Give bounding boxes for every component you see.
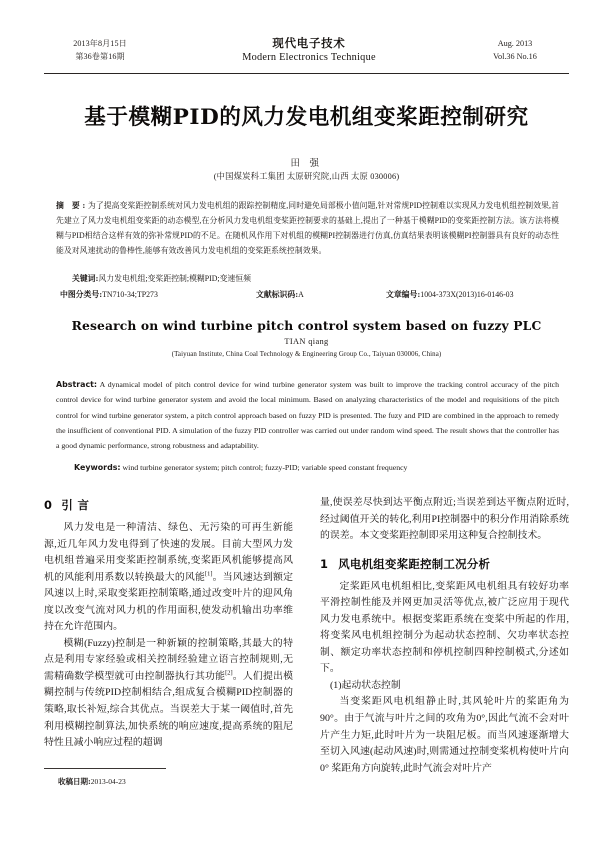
body-column-right [320, 495, 569, 777]
keywords-en-text: wind turbine generator system; pitch control; fuzzy-PID; variable speed constant frequency [120, 463, 408, 472]
abstract-en-text: A dynamical model of pitch control device for wind turbine generator system was built to improve the tracking control accuracy of the pitch control device for wind turbine generator system and avoid the local minimum. Based on analyzing characteristics of the model and requisitions of the pitch control for wind turbine generator system, a pitch control approach based on fuzzy PID is presented. The fuzy and PID are combined in the approach to remedy the insufficient of conventional PID. A simulation of the fuzzy PID controller was carried out under random wind speed. The result shows that the controller has a good dynamic performance, strong robustness and adaptability. [56, 380, 559, 451]
abstract-cn-label: 摘 要: [56, 201, 88, 210]
volume-issue-en: Vol.36 No.16 [493, 51, 537, 61]
abstract-cn [56, 198, 559, 258]
citation-ref: [2] [225, 669, 233, 677]
page-title: 基于模糊PID的风力发电机组变桨距控制研究 [84, 105, 529, 130]
page-title-en: Research on wind turbine pitch control system based on fuzzy PLC [71, 318, 542, 333]
affiliation-en: (Taiyuan Institute, China Coal Technology & Engineering Group Co., Taiyuan 030006, China) [171, 351, 442, 358]
running-head-right [461, 38, 569, 63]
running-head-left [44, 38, 156, 63]
section-title-0: 引 言 [61, 498, 90, 512]
paragraph-text-cont: 。人们提出模糊控制与传统PID控制相结合,组成复合模糊PID控制器的策略,取长补短,综合其优点。当误差大于某一阈值时,首先利用模糊控制算法,加快系统的响应速度,提高系统的阻尼特性且减小响应过程的超调 [44, 670, 293, 749]
article-number [386, 288, 514, 302]
issue-date: 2013年8月15日 [73, 39, 127, 48]
paragraph: 量,使误差尽快到达平衡点附近;当误差到达平衡点附近时,经过阈值开关的转化,利用PI控制器中的积分作用消除系统的误差。本文变桨距控制即采用这种复合控制技术。 [320, 497, 569, 542]
page-content-area [44, 0, 569, 854]
section-number-0: 0 [44, 498, 53, 512]
journal-name-en: Modern Electronics Technique [242, 52, 376, 63]
keywords-en [56, 461, 559, 475]
footnote [58, 776, 126, 788]
paragraph [44, 636, 293, 752]
issue-date-en: Aug. 2013 [497, 39, 533, 48]
received-date-value: 2013-04-23 [90, 777, 126, 786]
volume-issue-cn: 第36卷第16期 [75, 51, 125, 61]
body-column-left [44, 495, 293, 752]
author-name-en: TIAN qiang [284, 337, 329, 346]
header-divider [44, 73, 569, 74]
article-number-label: 文章编号: [386, 290, 421, 299]
paragraph-text: 模糊(Fuzzy)控制是一种新颖的控制策略,其最大的特点是利用专家经验或相关控制经验建立语言控制规则,无需精确数学模型就可由控制器执行其功能 [44, 637, 293, 682]
paragraph: 当变桨距风电机组静止时,其风轮叶片的桨距角为90°。由于气流与叶片之间的攻角为0°,因此气流不会对叶片产生力矩,此时叶片为一块阻尼板。而当风速逐渐增大至切入风速(起动风速)时,则需通过控制变桨机构使叶片向 0° 桨距角方向旋转,此时气流会对叶片产 [320, 696, 569, 774]
clc-number [60, 288, 158, 302]
keywords-cn [56, 272, 559, 286]
clc-label: 中图分类号: [60, 290, 103, 299]
section-heading-1 [320, 554, 569, 574]
paragraph-text: 风力发电是一种清洁、绿色、无污染的可再生新能源,近几年风力发电得到了快速的发展。目前大型风力发电机组普遍采用变桨距控制系统,变桨距风机能够提高风机的风能利用系数以转换最大的风能 [44, 522, 293, 583]
section-number-1: 1 [320, 556, 329, 571]
paragraph: 定桨距风电机组相比,变桨距风电机组具有较好功率平滑控制性能及并网更加灵活等优点,被广泛应用于现代风力发电系统中。根据变桨距系统在变桨中所起的作用,将变桨风电机组控制分为起动状态控制、欠功率状态控制、额定功率状态控制和停机控制四种控制模式,分述如下。 [320, 580, 569, 675]
paragraph-text-cont: 。当风速达到额定风速以上时,采取变桨距控制策略,通过改变叶片的迎风角度以改变气流对风力机的作用面积,使发动机输出功率维持在允许范围内。 [44, 571, 293, 633]
author-name-cn: 田 强 [290, 159, 323, 169]
document-code [256, 288, 304, 302]
list-item: (1)起动状态控制 [330, 679, 401, 691]
received-date-label: 收稿日期: [58, 777, 91, 786]
citation-ref: [1] [205, 570, 213, 578]
keywords-en-label: Keywords: [74, 463, 121, 472]
article-number-value: 1004-373X(2013)16-0146-03 [420, 290, 514, 299]
running-head [44, 38, 569, 72]
document-code-value: A [298, 290, 304, 299]
clc-value: TN710-34;TP273 [102, 290, 158, 299]
abstract-en [56, 377, 559, 453]
abstract-cn-text: 为了提高变桨距控制系统对风力发电机组的跟踪控制精度,同时避免局部极小值问题,针对常规PID控制难以实现风力发电机组控制效果,首先建立了风力发电机组变桨距的动态模型,在分析风力发电机组变桨距控制要求的基础上,提出了一种基于模糊PID的变桨距控制方法。该方法将模糊与PID相结合这样有效的弥补常规PID的不足。在随机风作用下对机组的模糊PI控制器进行仿真,仿真结果表明该模糊PI控制器具有良好的动态性能及对风速扰动的鲁棒性,能够有效改善风力发电机组的变桨距系统控制效果。 [56, 201, 560, 256]
section-heading-0 [44, 495, 293, 515]
keywords-cn-text: 风力发电机组;变桨距控制;模糊PID;变速恒频 [98, 274, 251, 283]
abstract-en-label: Abstract: [56, 380, 98, 389]
section-title-1: 风电机组变桨距控制工况分析 [338, 556, 491, 571]
footnote-divider [44, 768, 166, 769]
paragraph [44, 520, 293, 636]
document-code-label: 文献标识码: [256, 290, 299, 299]
journal-name-cn: 现代电子技术 [272, 36, 346, 50]
keywords-cn-label: 关键词: [72, 274, 99, 283]
running-head-center [194, 36, 424, 64]
affiliation-cn: (中国煤炭科工集团 太原研究院,山西 太原 030006) [213, 172, 400, 181]
